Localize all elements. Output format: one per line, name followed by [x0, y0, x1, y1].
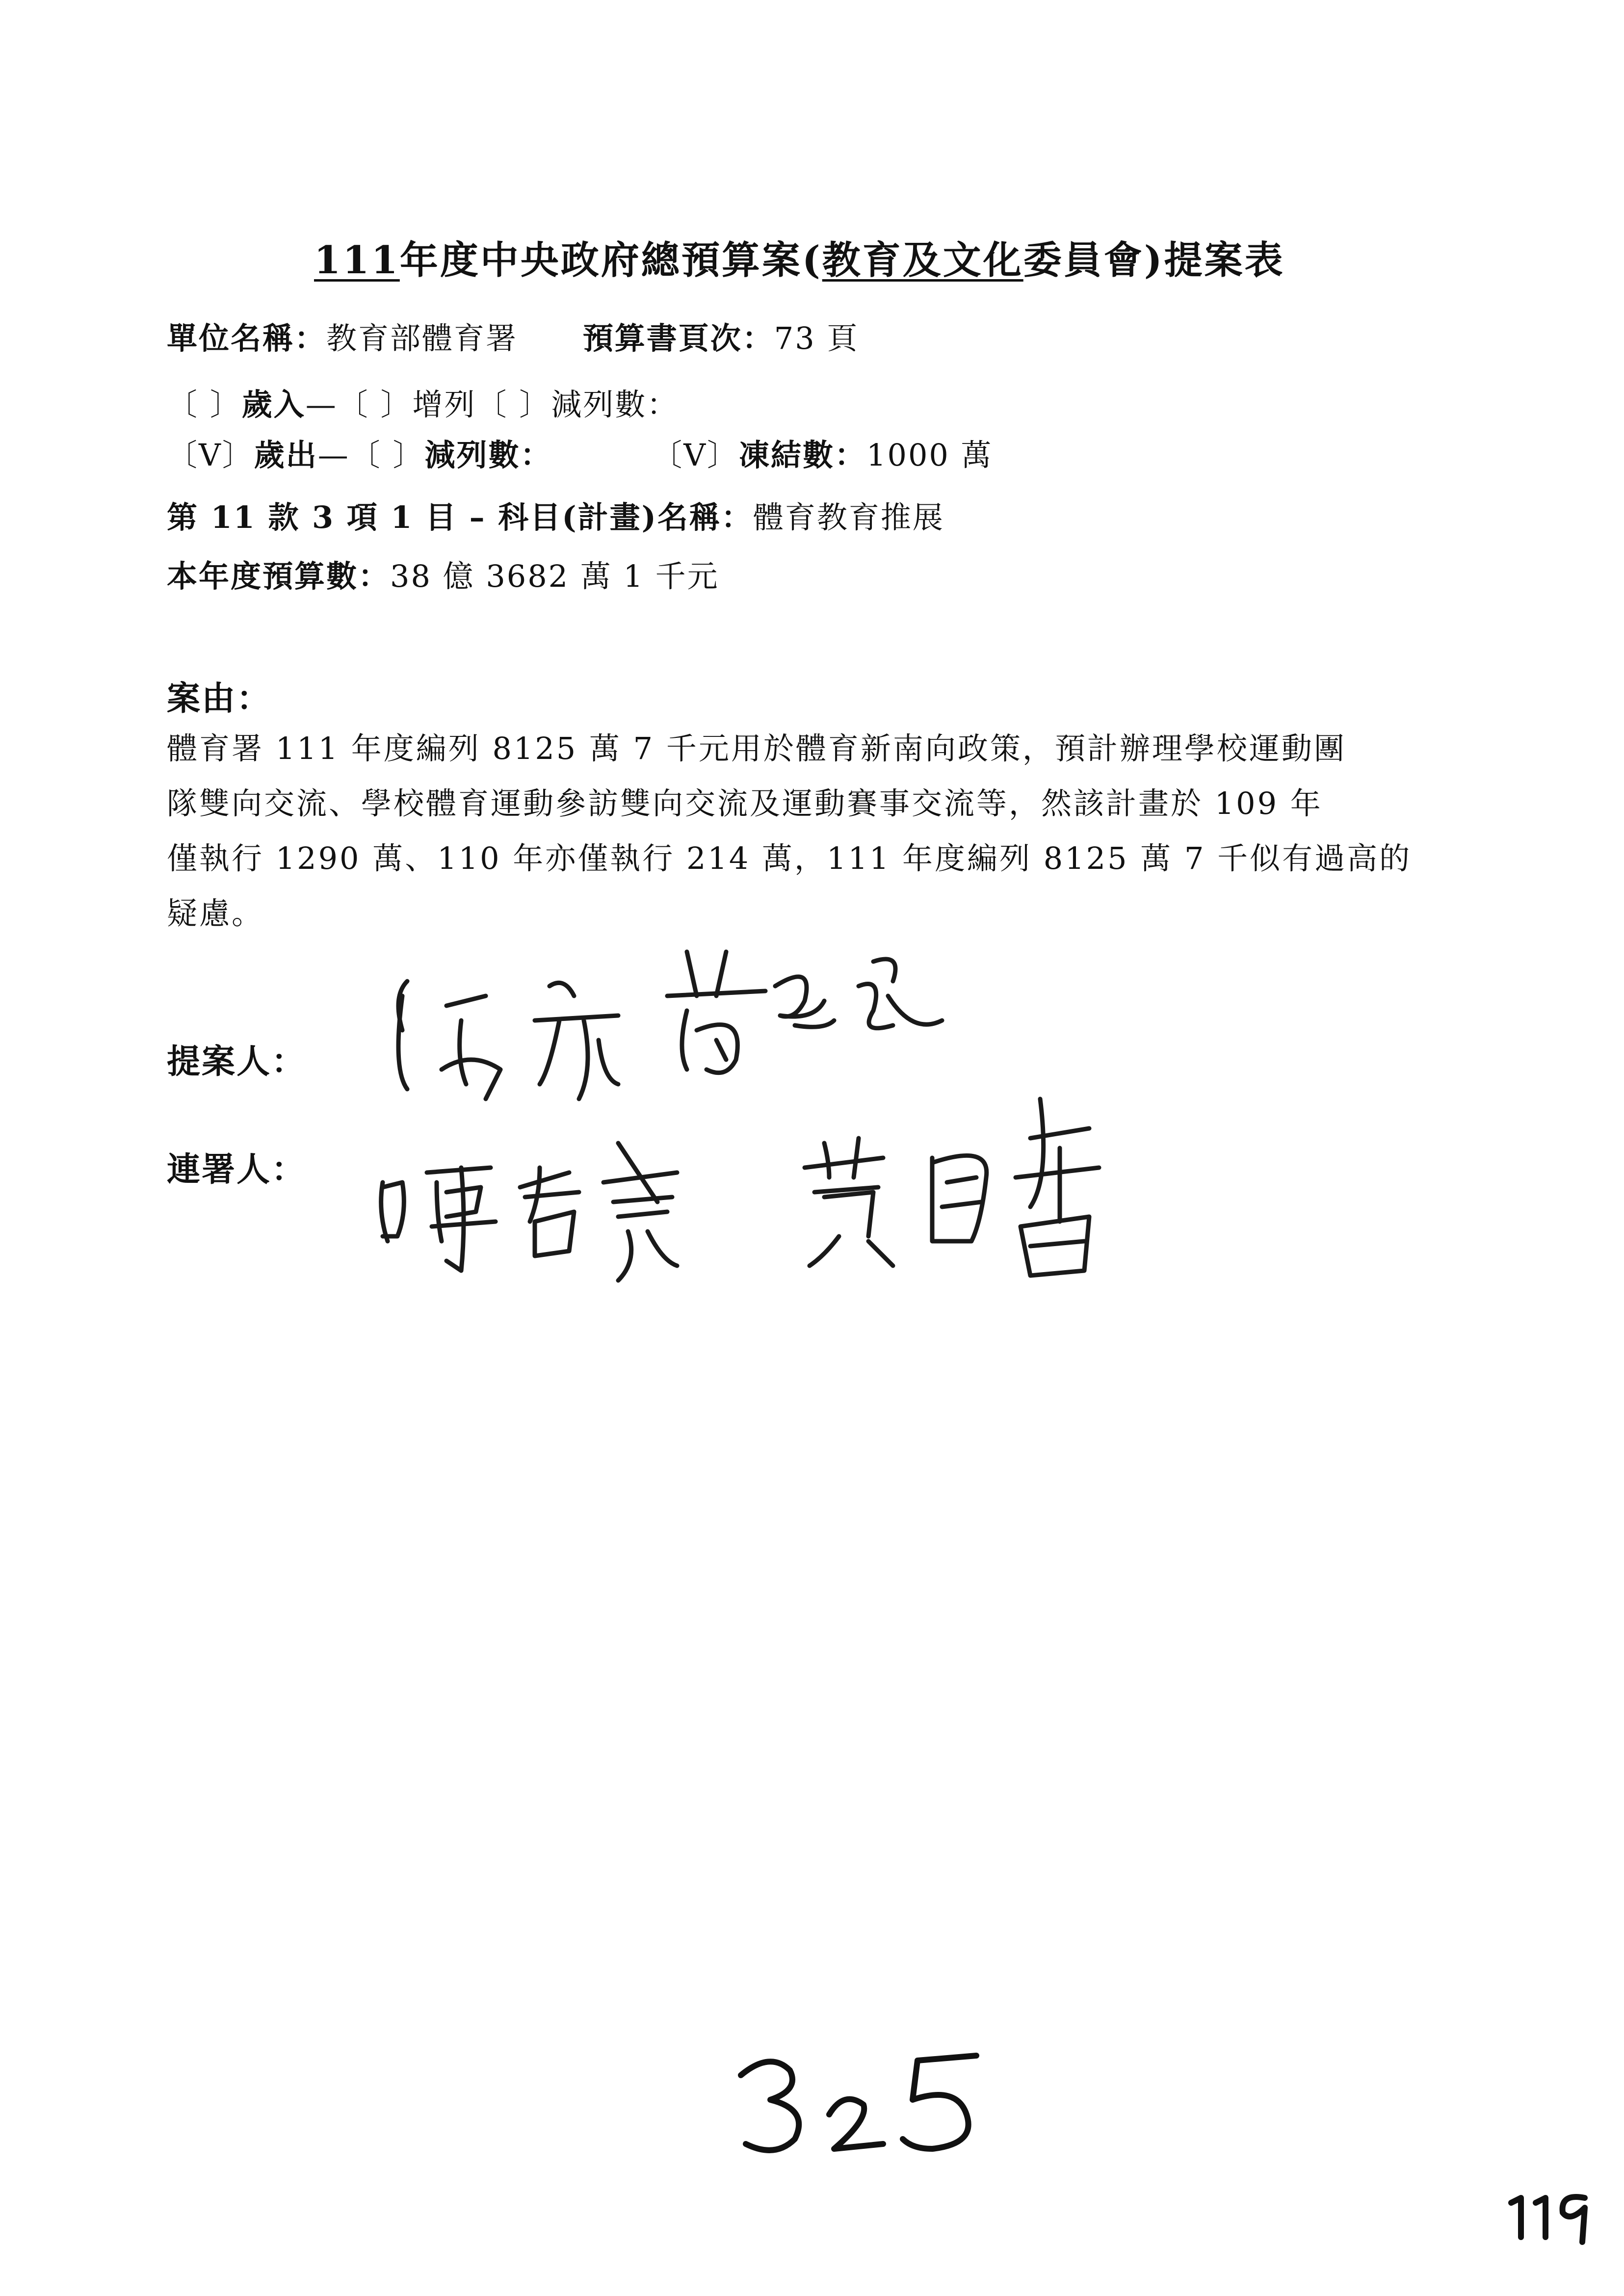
freeze-checkbox: 〔V〕 — [652, 437, 739, 473]
title-year: 111 — [314, 238, 400, 283]
page-title — [314, 230, 1285, 285]
unit-label: 單位名稱： — [167, 320, 327, 356]
expenditure-checkbox: 〔V〕 — [167, 437, 254, 473]
revenue-label: 歲入 — [241, 387, 306, 422]
revenue-dash: — — [305, 387, 338, 422]
revenue-increase-checkbox: 〔 〕 — [337, 387, 413, 422]
revenue-increase-label: 增列 — [412, 387, 476, 422]
revenue-checkbox: 〔 〕 — [167, 387, 242, 422]
budget-row — [167, 552, 719, 596]
expenditure-label: 歲出 — [254, 437, 318, 473]
item-label: 第 11 款 3 項 1 目 – 科目(計畫)名稱： — [167, 499, 753, 535]
budget-page-value: 73 頁 — [774, 320, 859, 356]
freeze-label: 凍結數： — [739, 437, 867, 473]
item-value: 體育教育推展 — [753, 499, 944, 535]
revenue-decrease-checkbox: 〔 〕 — [476, 387, 551, 422]
title-committee: 教育及文化 — [822, 238, 1023, 283]
expenditure-row — [167, 431, 993, 474]
reason-line: 疑慮。 — [167, 895, 264, 931]
cosigner-signature-1 — [363, 1114, 716, 1320]
handwritten-corner-number — [1501, 2178, 1599, 2247]
revenue-decrease-label: 減列數： — [551, 387, 679, 422]
unit-row — [167, 314, 859, 358]
reason-line: 隊雙向交流、學校體育運動參訪雙向交流及運動賽事交流等，然該計畫於 109 年 — [167, 785, 1323, 821]
cosigner-label: 連署人： — [167, 1150, 307, 1189]
handwritten-page-number — [726, 2031, 1001, 2178]
reason-label: 案由： — [167, 679, 272, 718]
reason-body — [167, 721, 1492, 941]
expenditure-dash: — — [317, 437, 350, 473]
cosigner-signature-2 — [785, 1079, 1187, 1305]
revenue-row — [167, 380, 679, 424]
reason-line: 體育署 111 年度編列 8125 萬 7 千元用於體育新南向政策，預計辦理學校運動團 — [167, 731, 1346, 766]
proposer-label: 提案人： — [167, 1042, 307, 1081]
budget-page-label: 預算書頁次： — [582, 320, 774, 356]
budget-label: 本年度預算數： — [167, 558, 391, 594]
title-part-2: 委員會)提案表 — [1023, 238, 1285, 283]
budget-value: 38 億 3682 萬 1 千元 — [390, 558, 719, 594]
unit-value: 教育部體育署 — [326, 320, 518, 356]
item-row — [167, 493, 944, 537]
expenditure-decrease-label: 減列數： — [424, 437, 552, 473]
expenditure-decrease-checkbox: 〔 〕 — [349, 437, 425, 473]
reason-line: 僅執行 1290 萬、110 年亦僅執行 214 萬，111 年度編列 8125 萬 7 千似有過高的 — [167, 840, 1412, 876]
freeze-value: 1000 萬 — [866, 437, 993, 473]
title-part-1: 年度中央政府總預算案( — [399, 238, 822, 283]
